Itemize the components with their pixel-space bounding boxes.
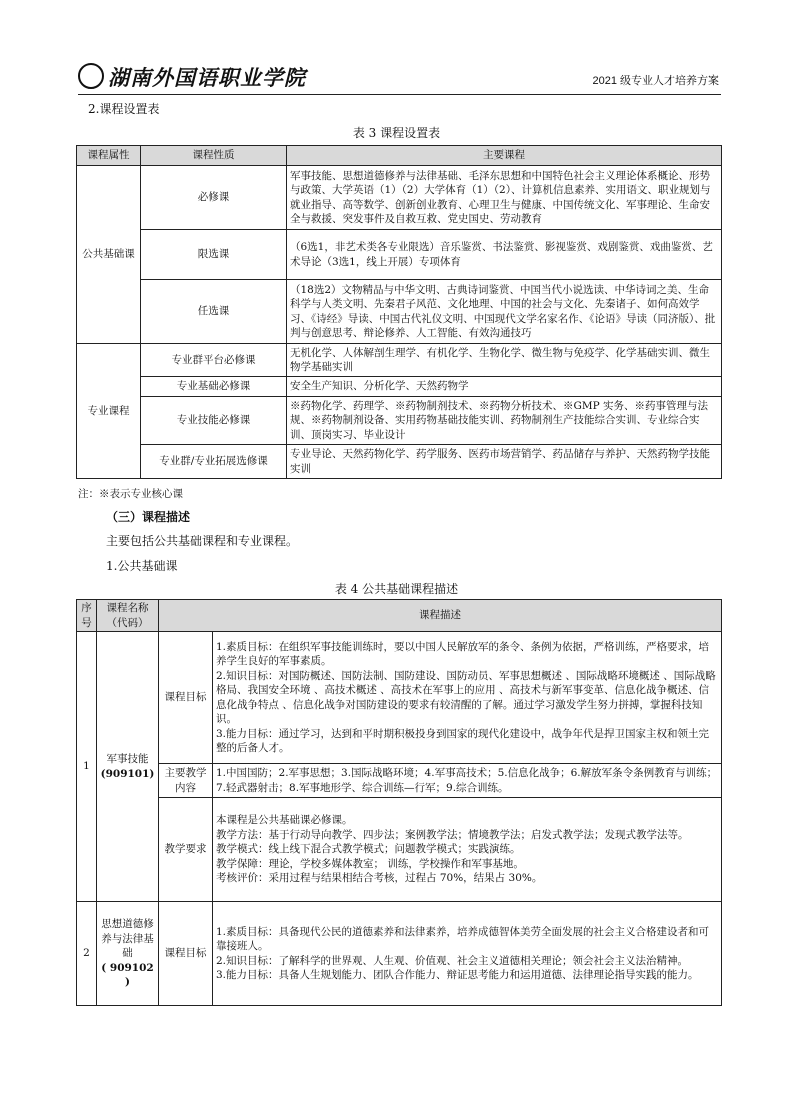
table4-caption: 表 4 公共基础课程描述 [334,582,459,596]
table-row [77,166,722,230]
course-nature-cell: 必修课 [141,166,287,230]
table-header-row [77,146,722,166]
course-nature-cell: 限选课 [141,230,287,280]
header-cell: 课程性质 [141,146,287,166]
course-description-table [76,599,722,1006]
course-name-cell [97,902,159,1006]
header-cell: 主要课程 [287,146,722,166]
section-heading: 2.课程设置表 [88,102,160,116]
course-list-cell: 安全生产知识、分析化学、天然药物学 [287,377,722,397]
course-code: (909101) [100,767,155,780]
item-line: 3.能力目标：通过学习，达到和平时期积极投身到国家的现代化建设中，战争年代是捍卫国家主权和领土完整的后备人才。 [216,727,710,754]
item-label: 课程目标 [159,632,213,764]
course-nature-cell: 专业群平台必修课 [141,344,287,377]
course-list-cell: 军事技能、思想道德修养与法律基础、毛泽东思想和中国特色社会主义理论体系概论、形势与政策、大学英语（1）（2）大学体育（1）（2）、计算机信息素养、实用语文、职业规划与就业指导、高等数学、创新创业教育、心理卫生与健康、中国传统文化、军事理论、生命安全与救援、突发事件及自救互救、党史国史、劳动教育 [287,166,722,230]
course-number: 2 [77,902,97,1006]
item-line: 3.能力目标：具备人生规划能力、团队合作能力、辩证思考能力和运用道德、法律理论指导实践的能力。 [216,969,699,981]
school-name: 湖南外国语职业学院 [108,65,306,90]
course-list-cell: ※药物化学、药理学、※药物制剂技术、※药物分析技术、※GMP 实务、※药事管理与法规、※药物制剂设备、实用药物基础技能实训、药物制剂生产技能综合实训、专业综合实训、顶岗实习、毕业设计 [287,397,722,445]
item-label: 主要教学内容 [159,764,213,798]
item-line: 2.知识目标：了解科学的世界观、人生观、价值观、社会主义道德相关理论；领会社会主义法治精神。 [216,954,689,967]
item-line: 教学方法：基于行动导向教学、四步法；案例教学法；情境教学法；启发式教学法；发现式教学法等。 [216,828,689,841]
course-nature-cell: 专业技能必修课 [141,397,287,445]
page-header [78,60,721,95]
item-line: 教学模式：线上线下混合式教学模式；问题教学模式；实践演练。 [216,843,521,856]
item-line: 1.素质目标：在组织军事技能训练时，要以中国人民解放军的条令、条例为依据，严格训练，严格要求，培养学生良好的军事素质。 [216,640,710,667]
table3-caption: 表 3 课程设置表 [352,126,441,140]
item-line: 2.知识目标：对国防概述、国防法制、国防建设、国防动员、军事思想概述 、国际战略环境概述 、国际战略格局、我国安全环境 、高技术概述 、高技术在军事上的应用 、高技术与新军事变革、信息化战争概述、信息化战争特点 、信息化战争对国防建设的要求有较清醒的了解。通过学习激发学生努力拼搏，掌握科技知识。 [216,669,716,725]
table-row [77,344,722,377]
header-cell: 课程属性 [77,146,141,166]
paragraph: 主要包括公共基础课程和专业课程。 [106,534,299,548]
school-logo [78,62,306,92]
course-list-cell: 专业导论、天然药物化学、药学服务、医药市场营销学、药品储存与养护、天然药物学技能实训 [287,445,722,479]
course-list-cell: （18选2）文物精品与中华文明、古典诗词鉴赏、中国当代小说选读、中华诗词之美、生命科学与人类文明、先秦君子风范、文化地理、中国的社会与文化、先秦诸子、如何高效学习、《诗经》导读、中国古代礼仪文明、中国现代文学名家名作、《论语》导读（同济版）、批判与创意思考、辩论修养、人工智能、有效沟通技巧 [287,280,722,344]
table-row [77,397,722,445]
table-row [77,764,722,798]
item-line: 本课程是公共基础课必修课。 [216,814,353,827]
school-seal-icon [78,63,104,89]
header-cell: 课程描述 [159,600,722,632]
table-row [77,632,722,764]
subsection-heading: 1.公共基础课 [106,559,178,573]
header-title: 2021 级专业人才培养方案 [592,75,719,87]
header-cell: 序号 [77,600,97,632]
item-label: 课程目标 [159,902,213,1006]
table-header-row [77,600,722,632]
item-line: 1.中国国防；2.军事思想；3.国际战略环境；4.军事高技术；5.信息化战争；6.解放军条令条例教育与训练；7.轻武器射击；8.军事地形学、综合训练—行军；9.综合训练。 [216,767,718,794]
item-content [213,764,722,798]
item-label: 教学要求 [159,798,213,902]
course-list-cell: 无机化学、人体解剖生理学、有机化学、生物化学、微生物与免疫学、化学基础实训、微生物学基础实训 [287,344,722,377]
course-number: 1 [77,632,97,902]
item-content [213,798,722,902]
course-name-cell [97,632,159,902]
table-row [77,445,722,479]
table-row [77,798,722,902]
table-row [77,280,722,344]
course-name: 思想道德修养与法律基础 [101,918,154,960]
course-list-cell: （6选1，非艺术类各专业限选）音乐鉴赏、书法鉴赏、影视鉴赏、戏剧鉴赏、戏曲鉴赏、艺术导论（3选1，线上开展）专项体育 [287,230,722,280]
table-row [77,902,722,1006]
item-line: 1.素质目标：具备现代公民的道德素养和法律素养，培养成德智体美劳全面发展的社会主义合格建设者和可靠接班人。 [216,925,710,952]
section-title: （三）课程描述 [106,510,191,524]
course-setup-table [76,145,722,479]
table-row [77,230,722,280]
item-line: 考核评价：采用过程与结果相结合考核，过程占 70%，结果占 30%。 [216,872,543,885]
course-attr-cell: 公共基础课 [77,166,141,344]
course-nature-cell: 任选课 [141,280,287,344]
course-nature-cell: 专业基础必修课 [141,377,287,397]
item-content [213,632,722,764]
table-note: 注：※表示专业核心课 [78,488,183,500]
table-row [77,377,722,397]
course-name: 军事技能 [106,753,149,765]
item-content [213,902,722,1006]
header-cell: 课程名称（代码） [97,600,159,632]
course-attr-cell: 专业课程 [77,344,141,479]
course-code: ( 909102 ) [101,961,154,989]
item-line: 教学保障：理论，学校多媒体教室； 训练，学校操作和军事基地。 [216,857,524,870]
course-nature-cell: 专业群/专业拓展选修课 [141,445,287,479]
